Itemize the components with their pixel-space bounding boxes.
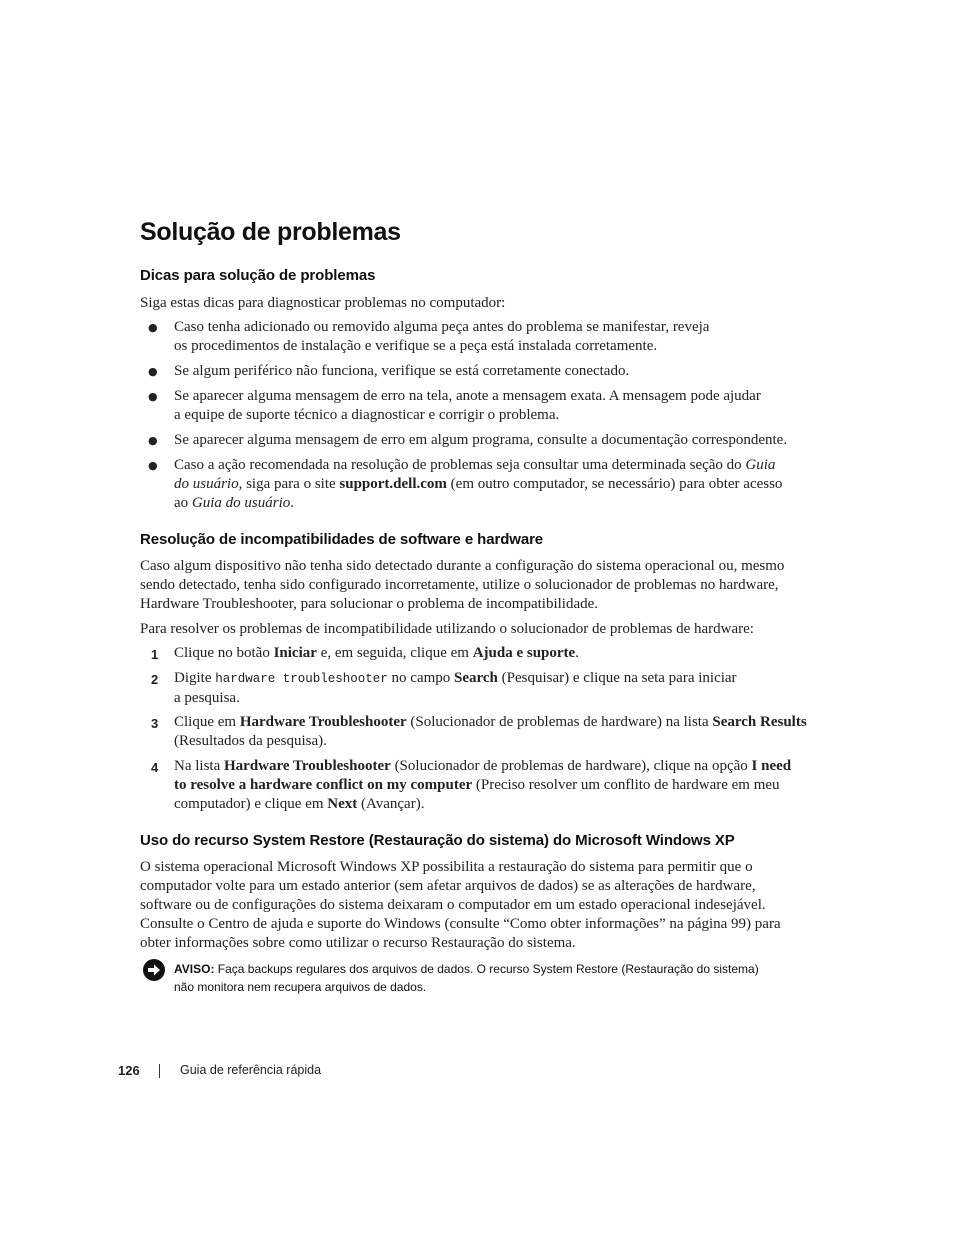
paragraph-line: computador volte para um estado anterior (sem afetar arquivos de dados) se as alterações de hardware,	[140, 878, 756, 894]
page-title: Solução de problemas	[140, 218, 401, 246]
notice-box	[174, 960, 834, 996]
list-item	[174, 387, 820, 425]
paragraph-line: Hardware Troubleshooter, para solucionar o problema de incompatibilidade.	[140, 596, 599, 612]
step-number: 4	[151, 760, 159, 775]
section-heading-system-restore: Uso do recurso System Restore (Restauração do sistema) do Microsoft Windows XP	[140, 832, 735, 849]
step-item	[174, 757, 820, 814]
notice-line: não monitora nem recupera arquivos de dados.	[174, 980, 427, 994]
list-item-line: os procedimentos de instalação e verifique se a peça está instalada corretamente.	[174, 338, 658, 354]
list-item-line: ao Guia do usuário.	[174, 495, 295, 511]
page-number: 126	[118, 1063, 140, 1078]
step-item	[174, 644, 820, 663]
step-line: to resolve a hardware conflict on my computer (Preciso resolver um conflito de hardware em meu	[174, 777, 780, 793]
paragraph-line: Caso algum dispositivo não tenha sido detectado durante a configuração do sistema operacional ou, mesmo	[140, 558, 785, 574]
list-item-line: Se aparecer alguma mensagem de erro em algum programa, consulte a documentação correspondente.	[174, 432, 788, 448]
support-link[interactable]: support.dell.com	[339, 476, 447, 492]
step-item	[174, 669, 820, 708]
list-item-line: a equipe de suporte técnico a diagnosticar e corrigir o problema.	[174, 407, 560, 423]
paragraph-line: sendo detectado, tenha sido configurado incorretamente, utilize o solucionador de problemas no hardware,	[140, 577, 779, 593]
list-item-line: do usuário, siga para o site support.dell.com (em outro computador, se necessário) para obter acesso	[174, 476, 783, 492]
step-number: 3	[151, 716, 159, 731]
footer-divider	[159, 1064, 160, 1078]
list-item-line: Se algum periférico não funciona, verifique se está corretamente conectado.	[174, 363, 630, 379]
bullet-icon: ●	[148, 321, 158, 334]
step-line: Clique em Hardware Troubleshooter (Solucionador de problemas de hardware) na lista Search Results	[174, 714, 807, 730]
footer-book-title: Guia de referência rápida	[180, 1063, 322, 1077]
paragraph-line: O sistema operacional Microsoft Windows XP possibilita a restauração do sistema para permitir que o	[140, 859, 753, 875]
tips-intro: Siga estas dicas para diagnosticar problemas no computador:	[140, 295, 506, 311]
notice-arrow-icon	[142, 958, 166, 982]
bullet-icon: ●	[148, 365, 158, 378]
bullet-icon: ●	[148, 459, 158, 472]
step-line: computador) e clique em Next (Avançar).	[174, 796, 425, 812]
list-item	[174, 431, 820, 450]
step-number: 2	[151, 672, 159, 687]
step-number: 1	[151, 647, 159, 662]
list-item	[174, 318, 820, 356]
list-item-line: Caso a ação recomendada na resolução de problemas seja consultar uma determinada seção do Guia	[174, 457, 776, 473]
incompat-paragraph	[140, 557, 820, 614]
notice-label: AVISO:	[174, 962, 215, 976]
list-item-line: Se aparecer alguma mensagem de erro na tela, anote a mensagem exata. A mensagem pode ajudar	[174, 388, 761, 404]
section-heading-incompatibilities: Resolução de incompatibilidades de software e hardware	[140, 531, 544, 548]
paragraph-line: obter informações sobre como utilizar o recurso Restauração do sistema.	[140, 935, 576, 951]
paragraph-line: software ou de configurações do sistema deixaram o computador em um estado operacional indesejável.	[140, 897, 766, 913]
step-line: Clique no botão Iniciar e, em seguida, clique em Ajuda e suporte.	[174, 645, 579, 661]
step-line: a pesquisa.	[174, 690, 240, 706]
list-item-line: Caso tenha adicionado ou removido alguma peça antes do problema se manifestar, reveja	[174, 319, 710, 335]
step-item	[174, 713, 820, 751]
incompat-intro: Para resolver os problemas de incompatibilidade utilizando o solucionador de problemas de hardware:	[140, 621, 754, 637]
list-item	[174, 362, 820, 381]
step-line: (Resultados da pesquisa).	[174, 733, 327, 749]
step-line: Digite hardware troubleshooter no campo Search (Pesquisar) e clique na seta para iniciar	[174, 670, 737, 686]
bullet-icon: ●	[148, 390, 158, 403]
notice-line: AVISO: Faça backups regulares dos arquivos de dados. O recurso System Restore (Restauração do sistema)	[174, 962, 759, 976]
section-heading-tips: Dicas para solução de problemas	[140, 267, 376, 284]
list-item	[174, 456, 820, 513]
system-restore-paragraph	[140, 858, 820, 953]
bullet-icon: ●	[148, 434, 158, 447]
step-line: Na lista Hardware Troubleshooter (Solucionador de problemas de hardware), clique na opção I need	[174, 758, 792, 774]
paragraph-line: Consulte o Centro de ajuda e suporte do Windows (consulte “Como obter informações” na página 99) para	[140, 916, 781, 932]
